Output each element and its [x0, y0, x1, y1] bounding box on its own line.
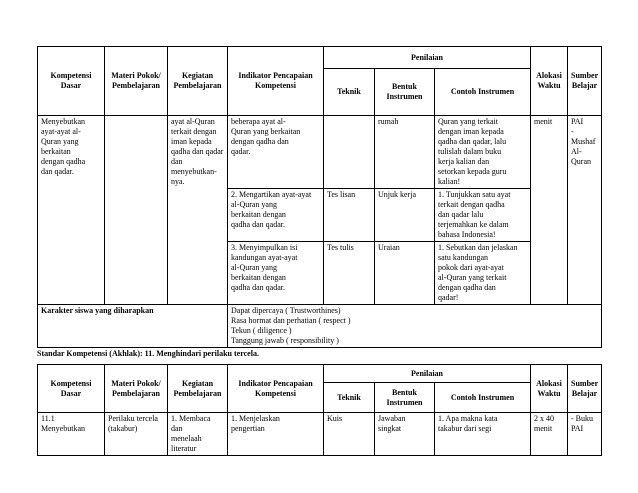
indikator-cell: 3. Menyimpulkan isi kandungan ayat-ayat al-Quran yang berkaitan dengan qadha dan qadar.	[228, 242, 324, 305]
header-kegiatan: Kegiatan Pembelajaran	[168, 47, 228, 116]
header-materi: Materi Pokok/ Pembelajaran	[105, 365, 168, 413]
contoh-cell: 1. Tunjukkan satu ayat terkait dengan qadha dan qadar lalu terjemahkan ke dalam bahasa Indonesia!	[435, 189, 531, 242]
header-alokasi: Alokasi Waktu	[531, 365, 568, 413]
header-kompetensi: Kompetensi Dasar	[38, 47, 105, 116]
header-teknik: Teknik	[324, 69, 375, 116]
header-teknik: Teknik	[324, 383, 375, 413]
header-indikator: Indikator Pencapaian Kompetensi	[228, 47, 324, 116]
bentuk-cell: Jawaban singkat	[375, 413, 435, 456]
teknik-cell	[324, 116, 375, 189]
header-penilaian: Penilaian	[324, 365, 531, 383]
header-contoh: Contoh Instrumen	[435, 383, 531, 413]
header-materi: Materi Pokok/ Pembelajaran	[105, 47, 168, 116]
alokasi-cell: 2 x 40 menit	[531, 413, 568, 456]
header-contoh: Contoh Instrumen	[435, 69, 531, 116]
kompetensi-cell: 11.1 Menyebutkan	[38, 413, 105, 456]
contoh-cell: 1. Sebutkan dan jelaskan satu kandungan pokok dari ayat-ayat al-Quran yang terkait dengan qadha dan qadar!	[435, 242, 531, 305]
karakter-value: Dapat dipercaya ( Trustworthines) Rasa hormat dan perhatian ( respect ) Tekun ( diligence ) Tanggung jawab ( responsibility )	[228, 305, 602, 348]
header-sumber: Sumber Belajar	[568, 365, 602, 413]
sumber-cell: PAI - Mushaf Al-Quran	[568, 116, 602, 305]
header-sumber: Sumber Belajar	[568, 47, 602, 116]
header-indikator: Indikator Pencapaian Kompetensi	[228, 365, 324, 413]
kegiatan-cell: 1. Membaca dan menelaah literatur	[168, 413, 228, 456]
standar-kompetensi-title: Standar Kompetensi (Akhlak): 11. Menghindari perilaku tercela.	[37, 349, 259, 358]
header-kegiatan: Kegiatan Pembelajaran	[168, 365, 228, 413]
bentuk-cell: rumah	[375, 116, 435, 189]
materi-cell: Perilaku tercela (takabur)	[105, 413, 168, 456]
karakter-label: Karakter siswa yang diharapkan	[38, 305, 228, 348]
indikator-cell: 1. Menjelaskan pengertian	[228, 413, 324, 456]
bentuk-cell: Uraian	[375, 242, 435, 305]
teknik-cell: Tes lisan	[324, 189, 375, 242]
header-alokasi: Alokasi Waktu	[531, 47, 568, 116]
alokasi-cell: menit	[531, 116, 568, 305]
contoh-cell: Quran yang terkait dengan iman kepada qadha dan qadar, lalu tulislah dalam buku kerja kalian dan setorkan kepada guru kalian!	[435, 116, 531, 189]
kegiatan-cell: ayat al-Quran terkait dengan iman kepada qadha dan qadar dan menyebutkan- nya.	[168, 116, 228, 305]
materi-cell	[105, 116, 168, 305]
lesson-table-2	[37, 364, 602, 456]
contoh-cell: 1. Apa makna kata takabur dari segi	[435, 413, 531, 456]
kompetensi-cell: Menyebutkan ayat-ayat al- Quran yang berkaitan dengan qadha dan qadar.	[38, 116, 105, 305]
bentuk-cell: Unjuk kerja	[375, 189, 435, 242]
header-penilaian: Penilaian	[324, 47, 531, 69]
header-kompetensi: Kompetensi Dasar	[38, 365, 105, 413]
teknik-cell: Kuis	[324, 413, 375, 456]
sumber-cell: - Buku PAI	[568, 413, 602, 456]
header-bentuk: Bentuk Instrumen	[375, 383, 435, 413]
lesson-table-1	[37, 46, 602, 348]
header-bentuk: Bentuk Instrumen	[375, 69, 435, 116]
indikator-cell: beberapa ayat al- Quran yang berkaitan dengan qadha dan qadar.	[228, 116, 324, 189]
teknik-cell: Tes tulis	[324, 242, 375, 305]
indikator-cell: 2. Mengartikan ayat-ayat al-Quran yang berkaitan dengan qadha dan qadar.	[228, 189, 324, 242]
